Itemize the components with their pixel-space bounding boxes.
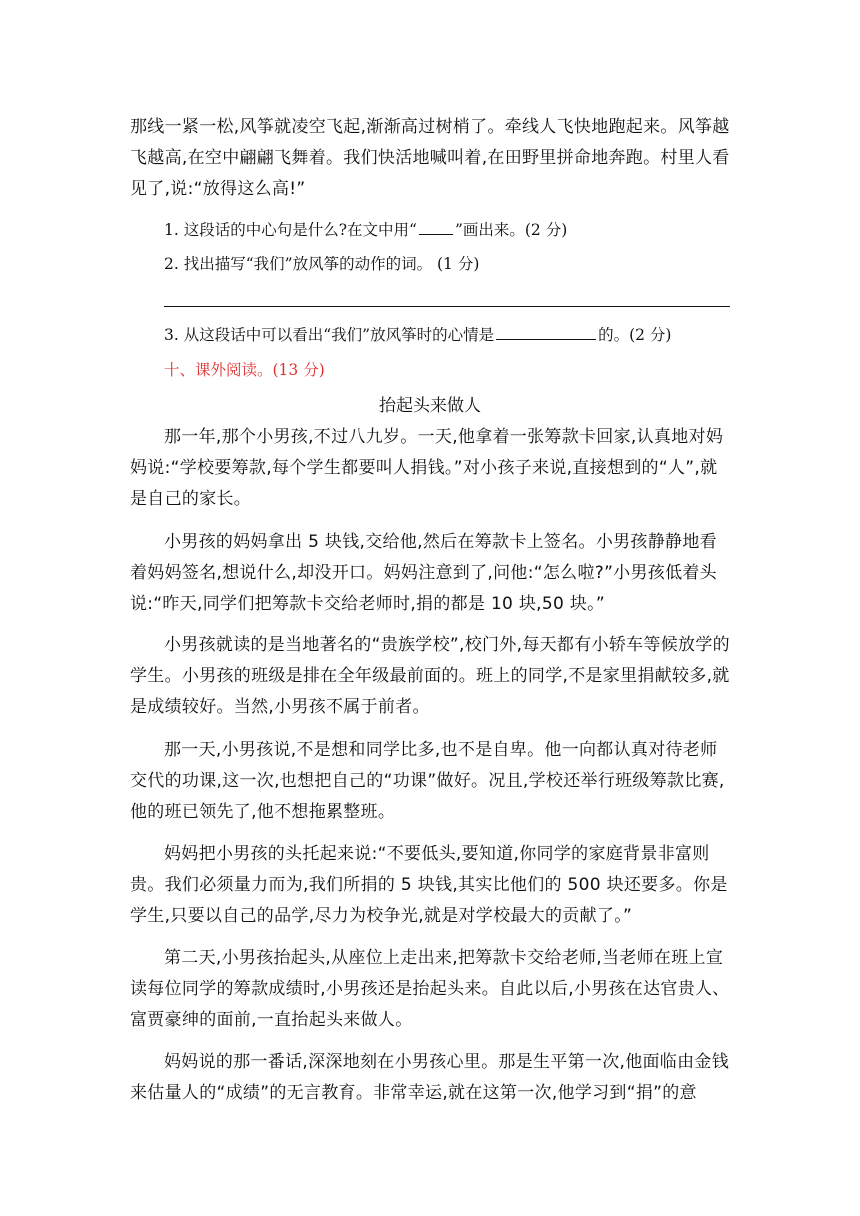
article-paragraph: 妈妈把小男孩的头托起来说:“不要低头,要知道,你同学的家庭背景非富则贵。我们必须量力而为,我们所捐的 5 块钱,其实比他们的 500 块还要多。你是学生,只要以自己的品学,尽力为校争光,就是对学校最大的贡献了。” <box>130 844 728 926</box>
answer-blank[interactable] <box>496 323 596 340</box>
article-paragraph: 小男孩的妈妈拿出 5 块钱,交给他,然后在筹款卡上签名。小男孩静静地看着妈妈签名,想说什么,却没开口。妈妈注意到了,问他:“怎么啦?”小男孩低着头说:“昨天,同学们把筹款卡交给老师时,捐的都是 10 块,50 块。” <box>130 532 717 614</box>
question-3-text-start: 3. 从这段话中可以看出“我们”放风筝时的心情是 <box>164 326 495 344</box>
question-1-text-start: 1. 这段话的中心句是什么?在文中用“ <box>164 221 417 239</box>
underline-blank <box>419 220 453 235</box>
article-title: 抬起头来做人 <box>379 396 481 416</box>
answer-line[interactable] <box>164 306 730 307</box>
question-1 <box>164 216 567 244</box>
article-paragraph: 那一年,那个小男孩,不过八九岁。一天,他拿着一张筹款卡回家,认真地对妈妈说:“学校要筹款,每个学生都要叫人捐钱。”对小孩子来说,直接想到的“人”,就是自己的家长。 <box>130 427 724 509</box>
article-paragraph: 妈妈说的那一番话,深深地刻在小男孩心里。那是生平第一次,他面临由金钱来估量人的“成绩”的无言教育。非常幸运,就在这第一次,他学习到“捐”的意 <box>130 1052 730 1103</box>
question-2: 2. 找出描写“我们”放风筝的动作的词。 (1 分) <box>164 255 480 273</box>
article-paragraph: 第二天,小男孩抬起头,从座位上走出来,把筹款卡交给老师,当老师在班上宣读每位同学的筹款成绩时,小男孩还是抬起头来。自此以后,小男孩在达官贵人、富贾豪绅的面前,一直抬起头来做人。 <box>130 948 730 1030</box>
intro-paragraph: 那线一紧一松,风筝就凌空飞起,渐渐高过树梢了。牵线人飞快地跑起来。风筝越飞越高,在空中翩翩飞舞着。我们快活地喊叫着,在田野里拼命地奔跑。村里人看见了,说:“放得这么高!” <box>130 117 730 199</box>
section-heading: 十、课外阅读。(13 分) <box>164 361 325 379</box>
question-3 <box>164 321 671 349</box>
question-1-text-end: ”画出来。(2 分) <box>454 221 568 239</box>
question-3-text-end: 的。(2 分) <box>598 326 672 344</box>
article-paragraph: 小男孩就读的是当地著名的“贵族学校”,校门外,每天都有小轿车等候放学的学生。小男孩的班级是排在全年级最前面的。班上的同学,不是家里捐献较多,就是成绩较好。当然,小男孩不属于前者。 <box>130 635 730 717</box>
article-paragraph: 那一天,小男孩说,不是想和同学比多,也不是自卑。他一向都认真对待老师交代的功课,这一次,也想把自己的“功课”做好。况且,学校还举行班级筹款比赛,他的班已领先了,他不想拖累整班。 <box>130 740 725 822</box>
